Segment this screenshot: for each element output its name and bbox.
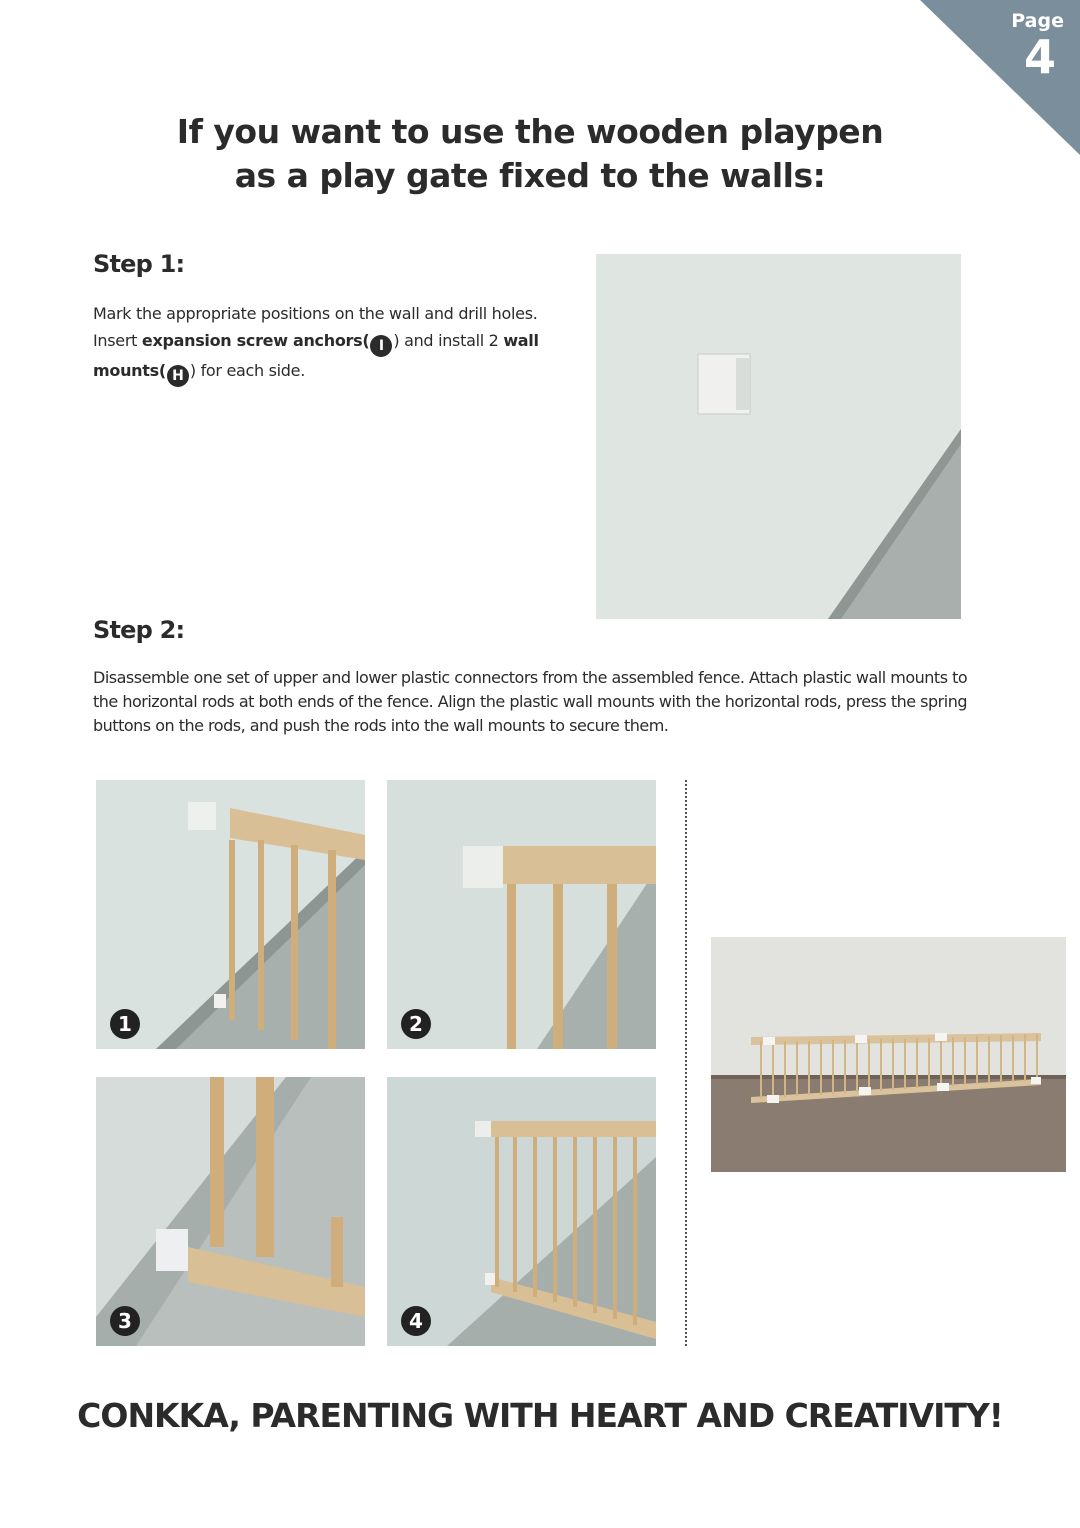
step-photo-1 xyxy=(96,780,365,1049)
brand-slogan: CONKKA, PARENTING WITH HEART AND CREATIVITY! xyxy=(77,1396,1003,1435)
step-photo-4 xyxy=(387,1077,656,1346)
dotted-divider xyxy=(685,780,687,1346)
page-number: 4 xyxy=(1023,30,1056,84)
step1-instructions xyxy=(93,300,563,387)
page-title xyxy=(0,110,1060,198)
step1-text-c: ) for each side. xyxy=(189,361,305,380)
step2-instructions: Disassemble one set of upper and lower plastic connectors from the assembled fence. Attach plastic wall mounts to the horizontal rods at both ends of the fence. Align the plastic wall mounts with the horizontal rods, press the spring buttons on the rods, and push the rods into the wall mounts to secure them. xyxy=(93,668,968,735)
page-label: Page xyxy=(1011,10,1064,32)
step-number-badge: 3 xyxy=(110,1306,140,1336)
assembled-playpen-photo xyxy=(711,937,1066,1172)
wall-mounts-label: wall mounts( xyxy=(93,331,539,380)
wall-mount-photo xyxy=(596,254,961,619)
step-photo-2 xyxy=(387,780,656,1049)
step1-text-a: Mark the appropriate positions on the wall and drill holes. Insert xyxy=(93,304,538,350)
step-photo-3 xyxy=(96,1077,365,1346)
step1-text-b: ) and install 2 xyxy=(393,331,504,350)
title-line-1: If you want to use the wooden playpen xyxy=(176,112,884,151)
step1-heading: Step 1: xyxy=(93,250,185,278)
step2-heading: Step 2: xyxy=(93,616,185,644)
part-badge-h-icon: H xyxy=(167,365,189,387)
title-line-2: as a play gate fixed to the walls: xyxy=(234,156,826,195)
part-badge-i-icon: I xyxy=(370,335,392,357)
step-number-badge: 1 xyxy=(110,1009,140,1039)
expansion-screw-anchors-label: expansion screw anchors( xyxy=(141,331,370,350)
step-number-badge: 4 xyxy=(401,1306,431,1336)
step-number-badge: 2 xyxy=(401,1009,431,1039)
